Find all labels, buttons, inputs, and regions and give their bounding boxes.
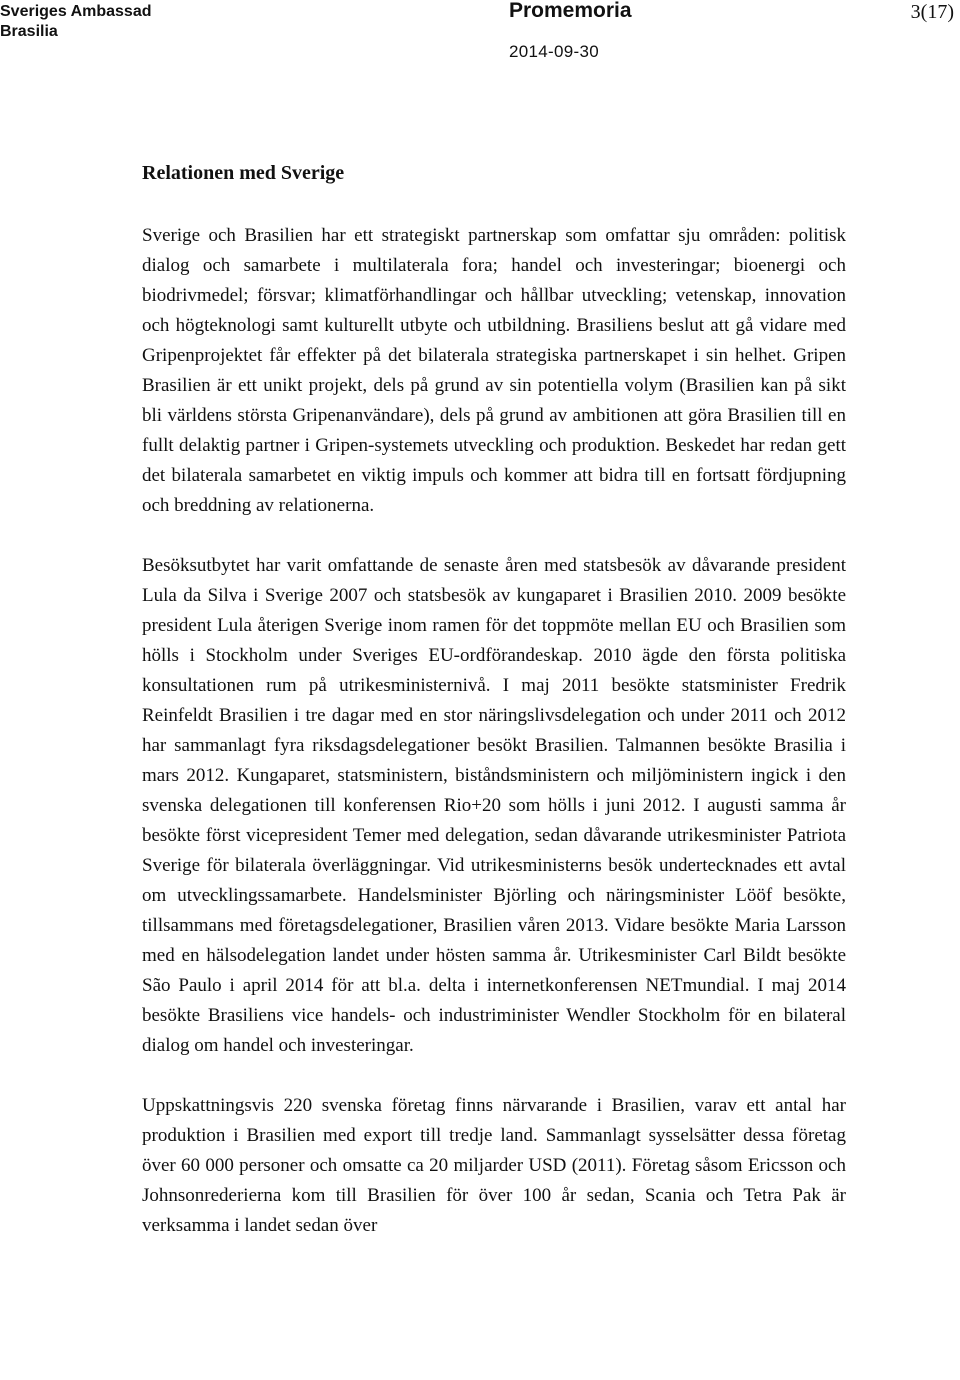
paragraph-partnership: Sverige och Brasilien har ett strategiskt partnerskap som omfattar sju områden: politisk dialog och samarbete i multilaterala fora; handel och investeringar; bioenergi och biodrivmedel; försvar; klimatförhandlingar och hållbar utveckling; vetenskap, innovation och högteknologi samt kulturellt utbyte och utbildning. Brasiliens beslut att gå vidare med Gripenprojektet får effekter på det bilaterala strategiska partnerskapet i sin helhet. Gripen Brasilien är ett unikt projekt, dels på grund av sin potentiella volym (Brasilien kan på sikt bli världens största Gripenanvändare), dels på grund av ambitionen att göra Brasilien till en fullt delaktig partner i Gripen-systemets utveckling och produktion. Beskedet har redan gett det bilaterala samarbetet en viktig impuls och kommer att bidra till en fortsatt fördjupning och breddning av relationerna. <box>142 225 846 516</box>
section-heading: Relationen med Sverige <box>142 162 345 184</box>
document-body <box>142 158 846 1271</box>
paragraph-visits: Besöksutbytet har varit omfattande de senaste åren med statsbesök av dåvarande president Lula da Silva i Sverige 2007 och statsbesök av kungaparet i Brasilien 2010. 2009 besökte president Lula återigen Sverige inom ramen för det toppmöte mellan EU och Brasilien som hölls i Stockholm under Sveriges EU-ordförandeskap. 2010 ägde den första politiska konsultationen rum på utrikesministernivå. I maj 2011 besökte statsminister Fredrik Reinfeldt Brasilien i tre dagar med en stor näringslivsdelegation och under 2011 och 2012 har sammanlagt fyra riksdagsdelegationer besökt Brasilien. Talmannen besökte Brasilia i mars 2012. Kungaparet, statsministern, biståndsministern och miljöministern ingick i den svenska delegationen till konferensen Rio+20 som hölls i juni 2012. I augusti samma år besökte först vicepresident Temer med delegation, sedan dåvarande utrikesminister Patriota Sverige för bilaterala överläggningar. Vid utrikesministerns besök undertecknades ett avtal om utvecklingssamarbete. Handelsminister Björling och näringsminister Lööf besökte, tillsammans med företagsdelegationer, Brasilien våren 2013. Vidare besökte Maria Larsson med en hälsodelegation landet under hösten samma år. Utrikesminister Carl Bildt besökte São Paulo i april 2014 för att bl.a. delta i internetkonferensen NETmundial. I maj 2014 besökte Brasiliens vice handels- och industriminister Wendler Stockholm för en bilateral dialog om handel och investeringar. <box>142 555 846 1056</box>
page-number: 3(17) <box>910 1 954 23</box>
document-date: 2014-09-30 <box>509 42 599 61</box>
document-type: Promemoria <box>509 0 632 22</box>
organization-name: Sveriges Ambassad <box>0 3 152 20</box>
paragraph-companies: Uppskattningsvis 220 svenska företag finns närvarande i Brasilien, varav ett antal har produktion i Brasilien med export till tredje land. Sammanlagt sysselsätter dessa företag över 60 000 personer och omsatte ca 20 miljarder USD (2011). Företag såsom Ericsson och Johnsonrederierna kom till Brasilien för över 100 år sedan, Scania och Tetra Pak är verksamma i landet sedan över <box>142 1095 846 1236</box>
organization-city: Brasilia <box>0 23 58 40</box>
page-header <box>0 0 960 60</box>
